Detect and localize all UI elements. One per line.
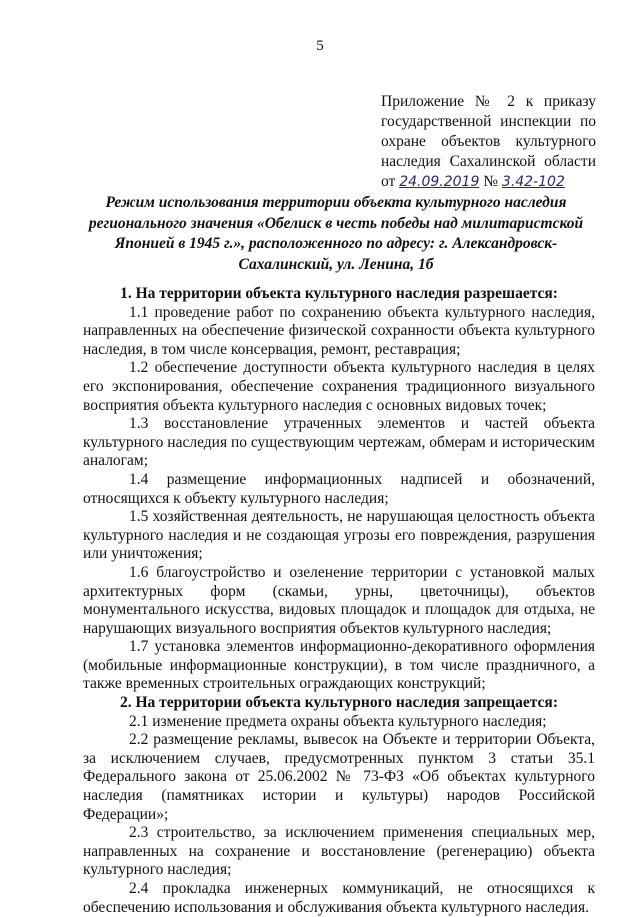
section-1-item: 1.3 восстановление утраченных элементов и частей объекта культурного наследия по существующим чертежам, обмерам и историческим аналогам; <box>83 415 595 470</box>
document-body <box>83 285 595 917</box>
appendix-date-line <box>381 172 596 192</box>
section-1-item: 1.1 проведение работ по сохранению объекта культурного наследия, направленных на обеспечение физической сохранности объекта культурного наследия, в том числе консервация, ремонт, реставрация; <box>83 303 595 358</box>
section-1-heading: 1. На территории объекта культурного наследия разрешается: <box>120 285 558 302</box>
section-2-item: 2.2 размещение рекламы, вывесок на Объекте и территории Объекта, за исключением случаев, предусмотренных пунктом 3 статьи 35.1 Федерального закона от 25.06.2002 № 73-ФЗ «Об объектах культурного наследия (памятниках истории и культуры) народов Российской Федерации»; <box>83 731 595 823</box>
section-1-item: 1.4 размещение информационных надписей и обозначений, относящихся к объекту культурного наследия; <box>83 470 595 507</box>
handwritten-date: 24.09.2019 <box>399 174 480 190</box>
handwritten-number: 3.42-102 <box>501 174 565 190</box>
section-2-item: 2.3 строительство, за исключением применения специальных мер, направленных на сохранение и восстановление (регенерацию) объекта культурного наследия; <box>83 824 595 879</box>
section-1-item: 1.5 хозяйственная деятельность, не нарушающая целостность объекта культурного наследия и не создающая угрозы его повреждения, разрушения или уничтожения; <box>83 508 595 563</box>
section-2-item: 2.1 изменение предмета охраны объекта культурного наследия; <box>129 712 547 730</box>
number-label: № <box>483 173 499 190</box>
section-2-item: 2.4 прокладка инженерных коммуникаций, не относящихся к обеспечению использования и обслуживания объекта культурного наследия. <box>83 880 595 916</box>
from-label: от <box>381 173 396 190</box>
appendix-line: Приложение № 2 к приказу <box>381 93 596 110</box>
document-title: Режим использования территории объекта культурного наследия регионального значения «Обелиск в честь победы над милитаристской Японией в 1945 г.», расположенного по адресу: г. Александровск-Сахалинский, ул. Ленина, 1б <box>88 194 584 273</box>
appendix-block <box>381 92 596 192</box>
section-1-item: 1.2 обеспечение доступности объекта культурного наследия в целях его экспонирования, обеспечение сохранения традиционного визуального восприятия объекта культурного наследия с основных видовых точек; <box>83 359 595 414</box>
appendix-line: государственной инспекции по <box>381 113 596 130</box>
section-1-item: 1.6 благоустройство и озеленение территории с установкой малых архитектурных форм (скамьи, урны, цветочницы), объектов монументального искусства, видовых площадок и площадок для отдыха, не нарушающих визуального восприятия объектов культурного наследия; <box>83 563 595 637</box>
page-number: 5 <box>316 38 324 54</box>
appendix-line: наследия Сахалинской области <box>381 153 596 170</box>
section-2-heading: 2. На территории объекта культурного наследия запрещается: <box>120 694 558 712</box>
appendix-line: охране объектов культурного <box>381 133 596 150</box>
section-1-item: 1.7 установка элементов информационно-декоративного оформления (мобильные информационные конструкции), в том числе праздничного, а также временных строительных ограждающих конструкций; <box>83 638 595 693</box>
